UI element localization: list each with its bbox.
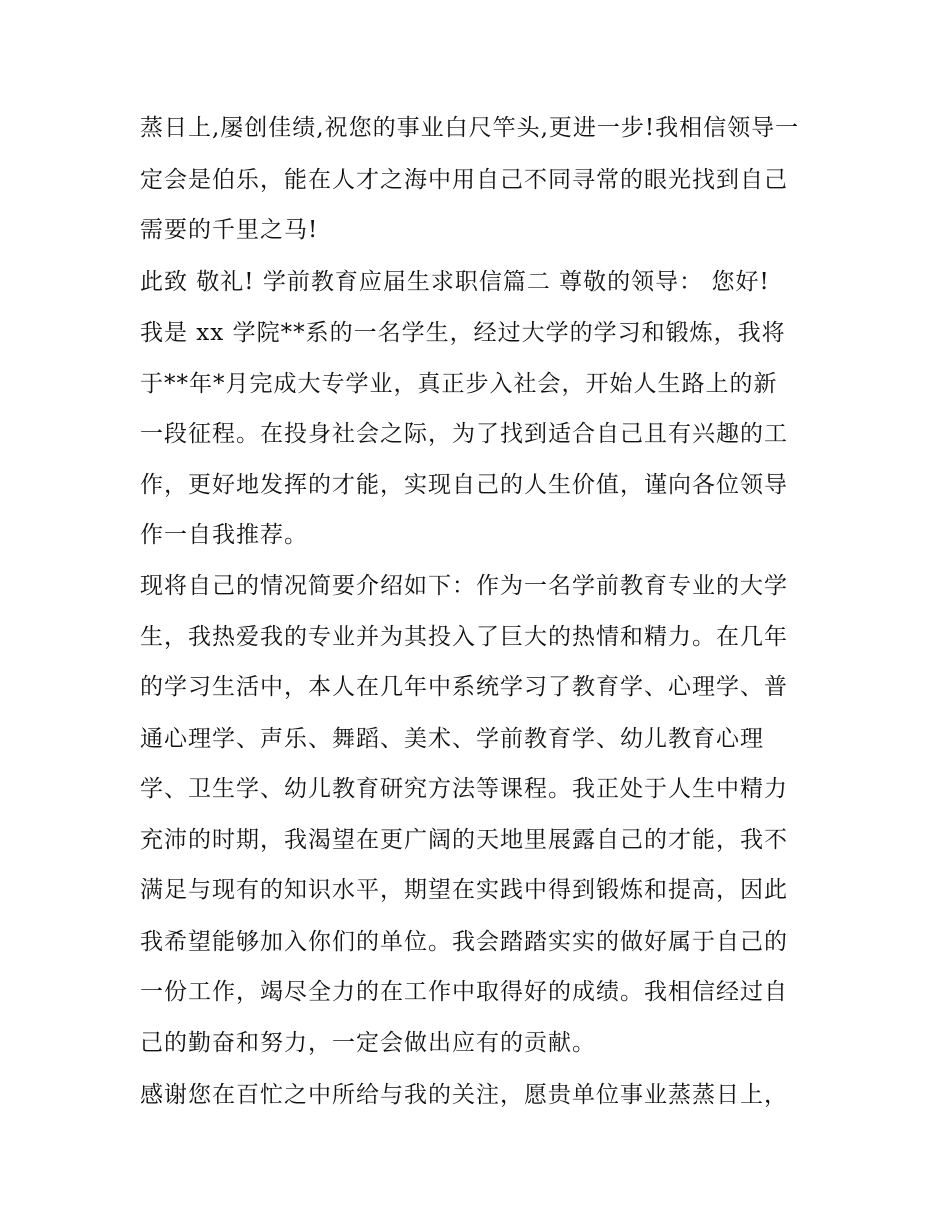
text-line: 生，我热爱我的专业并为其投入了巨大的热情和精力。在几年 — [140, 624, 788, 650]
text-line: 一段征程。在投身社会之际，为了找到适合自己且有兴趣的工 — [140, 421, 788, 447]
text-line: 己的勤奋和努力，一定会做出应有的贡献。 — [140, 1030, 596, 1056]
text-line: 满足与现有的知识水平，期望在实践中得到锻炼和提高，因此 — [140, 877, 788, 903]
text-line: 此致 敬礼! 学前教育应届生求职信篇二 尊敬的领导： 您好! — [140, 269, 770, 295]
text-line: 充沛的时期，我渴望在更广阔的天地里展露自己的才能，我不 — [140, 827, 788, 853]
text-line: 我希望能够加入你们的单位。我会踏踏实实的做好属于自己的 — [140, 929, 788, 955]
text-line: 我是 xx 学院**系的一名学生，经过大学的学习和锻炼，我将 — [140, 320, 786, 346]
text-line: 作一自我推荐。 — [140, 522, 308, 548]
text-line: 通心理学、声乐、舞蹈、美术、学前教育学、幼儿教育心理 — [140, 726, 764, 752]
text-line: 于**年*月完成大专学业，真正步入社会，开始人生路上的新 — [140, 371, 778, 397]
text-line: 的学习生活中，本人在几年中系统学习了教育学、心理学、普 — [140, 674, 788, 700]
text-line: 作，更好地发挥的才能，实现自己的人生价值，谨向各位领导 — [140, 472, 788, 498]
text-line: 蒸日上,屡创佳绩,祝您的事业白尺竿头,更进一步!我相信领导一 — [140, 115, 800, 141]
text-line: 一份工作，竭尽全力的在工作中取得好的成绩。我相信经过自 — [140, 979, 788, 1005]
text-line: 定会是伯乐，能在人才之海中用自己不同寻常的眼光找到自己 — [140, 167, 788, 193]
text-line: 学、卫生学、幼儿教育研究方法等课程。我正处于人生中精力 — [140, 776, 788, 802]
text-line: 需要的千里之马! — [140, 217, 319, 243]
text-line: 感谢您在百忙之中所给与我的关注，愿贵单位事业蒸蒸日上， — [140, 1082, 788, 1108]
text-line: 现将自己的情况简要介绍如下：作为一名学前教育专业的大学 — [140, 573, 788, 599]
